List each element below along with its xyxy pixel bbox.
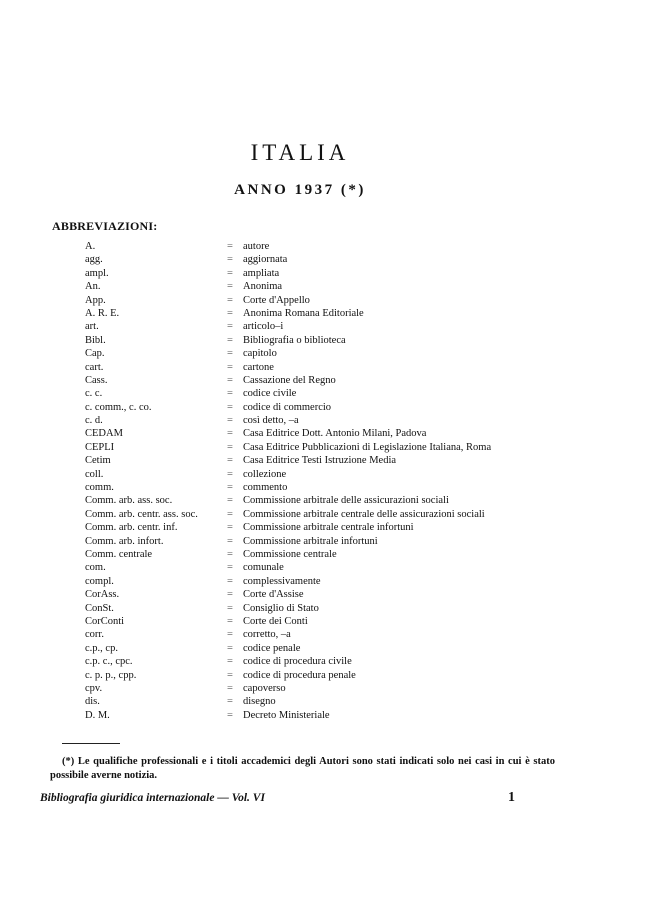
abbreviation-meaning: capoverso: [243, 682, 286, 694]
equals-sign: =: [227, 348, 233, 360]
abbreviation-row: [85, 602, 555, 615]
equals-sign: =: [227, 482, 233, 494]
equals-sign: =: [227, 267, 233, 279]
abbreviation-row: [85, 253, 555, 266]
abbreviation-meaning: Casa Editrice Testi Istruzione Media: [243, 455, 397, 467]
abbreviation-row: [85, 387, 555, 400]
abbreviation-meaning: articolo–i: [243, 321, 284, 333]
abbreviation-row: [85, 695, 555, 708]
abbreviation-meaning: Corte d'Assise: [243, 589, 304, 601]
abbreviation-term: A.: [85, 241, 96, 252]
footnote: (*) Le qualifiche professionali e i titoli accademici degli Autori sono stati indicati solo nei casi in cui è stato possibile averne notizia.: [50, 756, 555, 781]
abbreviation-term: c.p., cp.: [85, 642, 118, 654]
abbreviation-row: [85, 320, 555, 333]
abbreviation-term: Comm. arb. ass. soc.: [85, 495, 173, 507]
abbreviation-term: dis.: [85, 696, 100, 708]
abbreviation-term: CorConti: [85, 615, 125, 627]
abbreviation-term: Bibl.: [85, 334, 106, 346]
equals-sign: =: [227, 629, 233, 641]
page-number: 1: [508, 790, 515, 805]
abbreviation-term: c. comm., c. co.: [85, 401, 152, 413]
abbreviation-term: Comm. arb. infort.: [85, 535, 164, 547]
abbreviation-term: c. d.: [85, 415, 103, 427]
abbreviation-row: [85, 481, 555, 494]
abbreviation-row: [85, 468, 555, 481]
abbreviation-meaning: Bibliografia o biblioteca: [243, 334, 346, 346]
abbreviation-row: [85, 669, 555, 682]
abbreviation-row: [85, 588, 555, 601]
abbreviation-meaning: Anonima Romana Editoriale: [243, 307, 364, 319]
abbreviation-term: ConSt.: [85, 602, 114, 614]
abbreviation-term: Comm. arb. centr. inf.: [85, 522, 178, 534]
equals-sign: =: [227, 602, 233, 614]
abbreviation-term: corr.: [85, 629, 104, 641]
abbreviation-meaning: comunale: [243, 562, 284, 574]
abbreviation-row: [85, 628, 555, 641]
abbreviation-meaning: Commissione arbitrale centrale delle assicurazioni sociali: [243, 508, 485, 520]
abbreviation-meaning: Corte d'Appello: [243, 294, 310, 306]
equals-sign: =: [227, 508, 233, 520]
abbreviation-row: [85, 414, 555, 427]
abbreviation-term: Comm. centrale: [85, 548, 153, 560]
abbreviation-meaning: Commissione arbitrale centrale infortuni: [243, 522, 414, 534]
abbreviation-meaning: Commissione arbitrale delle assicurazioni sociali: [243, 495, 449, 507]
equals-sign: =: [227, 334, 233, 346]
abbreviation-row: [85, 508, 555, 521]
abbreviation-meaning: Anonima: [243, 281, 283, 293]
section-heading: ABBREVIAZIONI:: [52, 219, 158, 233]
abbreviation-row: [85, 548, 555, 561]
equals-sign: =: [227, 615, 233, 627]
equals-sign: =: [227, 522, 233, 534]
abbreviation-meaning: Decreto Ministeriale: [243, 709, 330, 721]
abbreviation-term: CorAss.: [85, 589, 120, 601]
equals-sign: =: [227, 589, 233, 601]
abbreviation-meaning: Cassazione del Regno: [243, 374, 336, 386]
abbreviation-term: cart.: [85, 361, 104, 373]
abbreviation-row: [85, 655, 555, 668]
equals-sign: =: [227, 361, 233, 373]
abbreviation-meaning: capitolo: [243, 348, 277, 360]
abbreviation-term: App.: [85, 294, 106, 306]
abbreviation-term: An.: [85, 281, 101, 293]
equals-sign: =: [227, 535, 233, 547]
abbreviation-term: cpv.: [85, 682, 103, 694]
abbreviation-meaning: Casa Editrice Dott. Antonio Milani, Padova: [243, 428, 427, 440]
equals-sign: =: [227, 682, 233, 694]
abbreviation-meaning: Casa Editrice Pubblicazioni di Legislazione Italiana, Roma: [243, 441, 492, 453]
abbreviation-row: [85, 374, 555, 387]
abbreviation-term: coll.: [85, 468, 104, 480]
abbreviation-row: [85, 441, 555, 454]
abbreviation-meaning: disegno: [243, 696, 276, 708]
abbreviation-row: [85, 240, 555, 253]
abbreviation-meaning: aggiornata: [243, 254, 288, 266]
abbreviation-term: compl.: [85, 575, 114, 587]
abbreviation-meaning: corretto, –a: [243, 629, 291, 641]
equals-sign: =: [227, 294, 233, 306]
equals-sign: =: [227, 548, 233, 560]
abbreviation-row: [85, 280, 555, 293]
equals-sign: =: [227, 321, 233, 333]
abbreviation-meaning: Corte dei Conti: [243, 615, 308, 627]
abbreviation-term: ampl.: [85, 267, 109, 279]
equals-sign: =: [227, 441, 233, 453]
abbreviation-row: [85, 535, 555, 548]
equals-sign: =: [227, 241, 233, 252]
abbreviation-row: [85, 454, 555, 467]
equals-sign: =: [227, 374, 233, 386]
abbreviation-term: CEPLI: [85, 441, 115, 453]
equals-sign: =: [227, 388, 233, 400]
abbreviation-meaning: Commissione arbitrale infortuni: [243, 535, 378, 547]
footer-publication: Bibliografia giuridica internazionale — Vol. VI: [40, 792, 265, 804]
equals-sign: =: [227, 696, 233, 708]
equals-sign: =: [227, 562, 233, 574]
abbreviation-meaning: autore: [243, 241, 270, 252]
abbreviation-row: [85, 494, 555, 507]
equals-sign: =: [227, 709, 233, 721]
abbreviation-term: com.: [85, 562, 106, 574]
equals-sign: =: [227, 281, 233, 293]
equals-sign: =: [227, 254, 233, 266]
abbreviation-row: [85, 361, 555, 374]
equals-sign: =: [227, 401, 233, 413]
abbreviation-meaning: codice penale: [243, 642, 301, 654]
abbreviation-term: agg.: [85, 254, 103, 266]
abbreviation-meaning: codice di commercio: [243, 401, 332, 413]
equals-sign: =: [227, 307, 233, 319]
footnote-divider: [62, 743, 120, 744]
equals-sign: =: [227, 642, 233, 654]
abbreviation-row: [85, 615, 555, 628]
abbreviation-row: [85, 401, 555, 414]
abbreviation-row: [85, 294, 555, 307]
equals-sign: =: [227, 575, 233, 587]
equals-sign: =: [227, 495, 233, 507]
equals-sign: =: [227, 428, 233, 440]
abbreviation-meaning: ampliata: [243, 267, 280, 279]
abbreviation-row: [85, 267, 555, 280]
abbreviation-term: D. M.: [85, 709, 110, 721]
equals-sign: =: [227, 468, 233, 480]
abbreviation-row: [85, 334, 555, 347]
abbreviation-row: [85, 307, 555, 320]
abbreviation-term: c. c.: [85, 388, 103, 400]
abbreviation-meaning: così detto, –a: [243, 415, 299, 427]
abbreviation-meaning: codice di procedura penale: [243, 669, 356, 681]
equals-sign: =: [227, 415, 233, 427]
abbreviation-term: A. R. E.: [85, 307, 120, 319]
abbreviation-meaning: collezione: [243, 468, 287, 480]
abbreviation-meaning: cartone: [243, 361, 274, 373]
abbreviation-meaning: complessivamente: [243, 575, 321, 587]
abbreviation-row: [85, 521, 555, 534]
abbreviation-term: Cap.: [85, 348, 105, 360]
abbreviation-meaning: codice di procedura civile: [243, 656, 352, 668]
abbreviation-meaning: codice civile: [243, 388, 297, 400]
abbreviation-row: [85, 709, 555, 722]
abbreviation-term: Cass.: [85, 374, 108, 386]
abbreviation-row: [85, 575, 555, 588]
abbreviation-meaning: Commissione centrale: [243, 548, 337, 560]
abbreviation-list: [85, 240, 555, 722]
page-title: ITALIA: [250, 140, 350, 165]
abbreviation-row: [85, 682, 555, 695]
equals-sign: =: [227, 669, 233, 681]
abbreviation-term: comm.: [85, 482, 114, 494]
abbreviation-meaning: commento: [243, 482, 288, 494]
abbreviation-term: c.p. c., cpc.: [85, 656, 133, 668]
equals-sign: =: [227, 656, 233, 668]
equals-sign: =: [227, 455, 233, 467]
abbreviation-row: [85, 642, 555, 655]
abbreviation-meaning: Consiglio di Stato: [243, 602, 319, 614]
abbreviation-term: CEDAM: [85, 428, 123, 440]
abbreviation-term: art.: [85, 321, 99, 333]
abbreviation-term: c. p. p., cpp.: [85, 669, 137, 681]
abbreviation-term: Comm. arb. centr. ass. soc.: [85, 508, 198, 520]
abbreviation-row: [85, 561, 555, 574]
abbreviation-term: Cetim: [85, 455, 111, 467]
page-subtitle: ANNO 1937 (*): [234, 182, 366, 198]
abbreviation-row: [85, 347, 555, 360]
abbreviation-row: [85, 427, 555, 440]
